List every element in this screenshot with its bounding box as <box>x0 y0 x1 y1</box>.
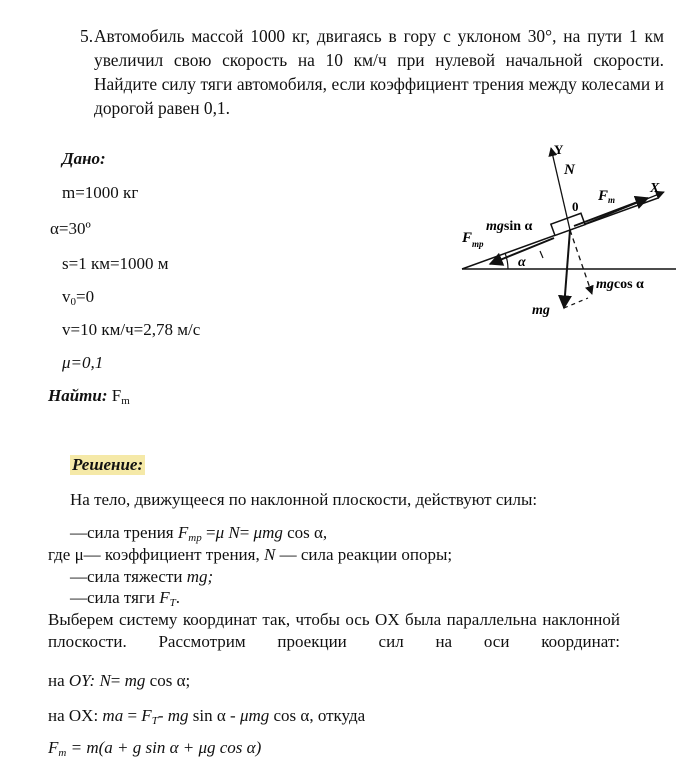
gravity-line: —сила тяжести mg; <box>70 567 214 586</box>
y-label: Y <box>554 142 564 157</box>
solution-intro: На тело, движущееся по наклонной плоскости, действуют силы: <box>70 490 538 509</box>
oy-projection: на OY: N= mg cos α; <box>48 671 191 690</box>
given-friction-coefficient: μ=0,1 <box>62 353 104 372</box>
solution-title: Решение: <box>72 455 144 474</box>
y-axis-arrow <box>551 148 570 230</box>
find-line <box>48 386 130 407</box>
given-distance: s=1 км=1000 м <box>62 254 169 273</box>
coordinate-choice-text: Выберем систему координат так, чтобы ось OX была параллельна наклонной плоскости. Рассмотрим проекции сил на оси координат: <box>48 610 620 651</box>
x-label: X <box>650 181 660 196</box>
given-mass: m=1000 кг <box>62 183 139 202</box>
ox-projection: на OX: ma = $F_T-$ mg sin α - μmg cos α, откуда <box>48 706 366 727</box>
problem-statement <box>80 24 664 120</box>
given-title: Дано: <box>62 149 106 168</box>
angle-arc <box>505 253 508 269</box>
final-formula: $F_m = m(a + g$ sin α + μg cos α) <box>48 738 262 759</box>
friction-force-line: —сила трения $F_{тр} =\mu$ N= μmg cos α, <box>70 523 328 544</box>
mg-label: mg <box>532 303 550 318</box>
mgcos-label: mgcos α <box>596 277 644 292</box>
tick-mark <box>540 251 543 258</box>
ftr-label: $F_{тр}$ <box>462 230 484 249</box>
where-line: где μ— коэффициент трения, N — сила реакции опоры; <box>48 545 453 564</box>
find-value: $F_m$ <box>111 386 130 407</box>
projection-dash <box>564 298 588 308</box>
n-label: N <box>564 162 575 178</box>
mgsin-label: mgsin α <box>486 219 533 234</box>
ft-label: $F_т$ <box>598 188 616 205</box>
inclined-plane-diagram <box>440 138 680 323</box>
alpha-label: α <box>518 255 526 270</box>
find-label: Найти: <box>48 386 108 405</box>
given-angle: α=30º <box>50 219 91 238</box>
given-final-speed: v=10 км/ч=2,78 м/с <box>62 320 201 339</box>
problem-number: 5. <box>80 26 94 46</box>
problem-text: Автомобиль массой 1000 кг, двигаясь в гору с уклоном 30°, на пути 1 км увеличил свою скорость на 10 км/ч при нулевой начальной скорости. Найдите силу тяги автомобиля, если коэффициент трения между колесами и дорогой равен 0,1. <box>94 26 664 118</box>
mgcos-component-arrow <box>570 230 592 294</box>
given-initial-speed: $v_0=0$ <box>62 287 95 308</box>
thrust-line: —сила тяги $F_T$. <box>70 588 181 609</box>
origin-label: 0 <box>572 199 579 214</box>
